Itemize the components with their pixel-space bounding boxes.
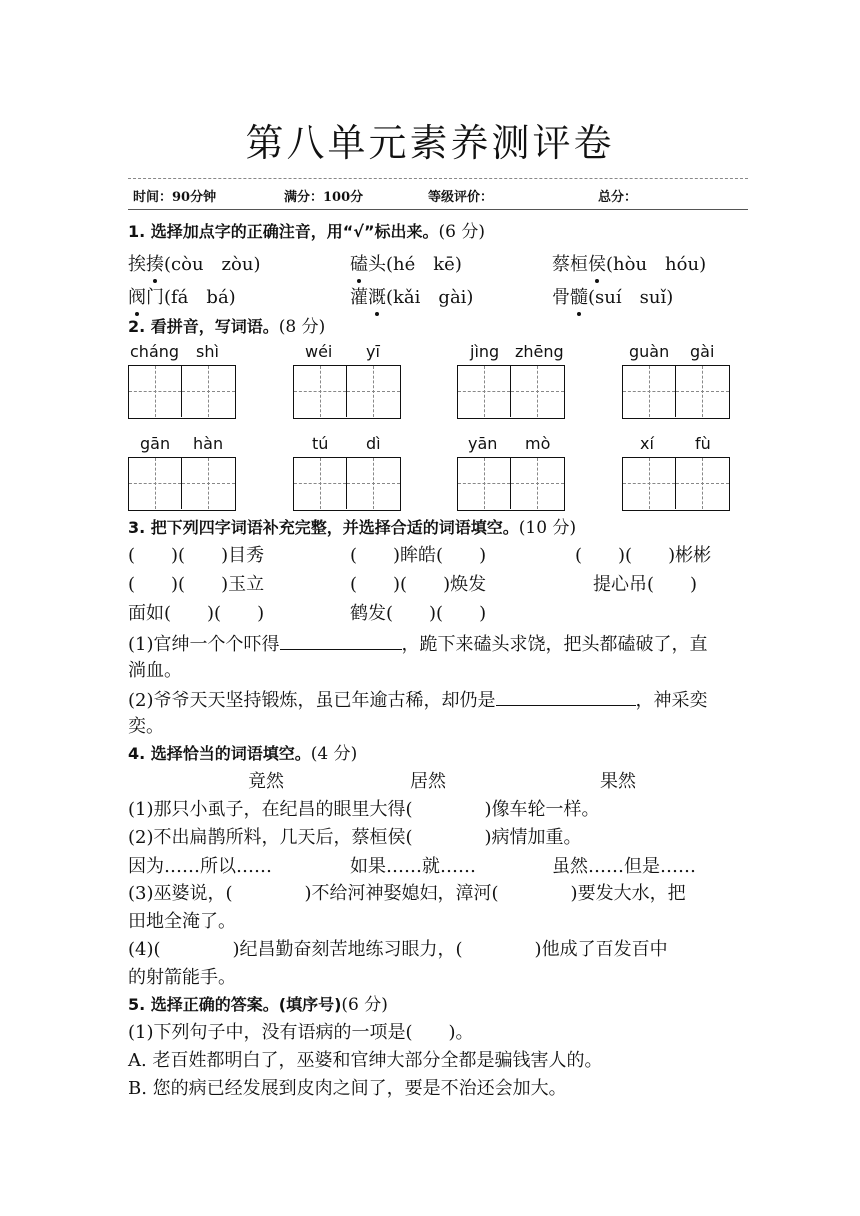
writing-grid[interactable] xyxy=(457,365,565,419)
q4-sentence-cont: 田地全淹了。 xyxy=(128,911,236,932)
writing-grid[interactable] xyxy=(293,365,401,419)
pinyin-label: fù xyxy=(695,434,711,453)
page-title: 第八单元素养测评卷 xyxy=(245,121,615,165)
q1-item: 蔡桓侯(hòu hóu) xyxy=(552,251,706,279)
question-4-heading: 4. 选择恰当的词语填空。(4 分) xyxy=(128,744,358,764)
q3-idiom: 面如( )( ) xyxy=(128,603,265,624)
conjunction-choice: 如果……就…… xyxy=(350,856,476,877)
q3-idiom: 提心吊( ) xyxy=(593,574,698,595)
pinyin-label: dì xyxy=(366,434,381,453)
writing-grid[interactable] xyxy=(293,457,401,511)
q3-idiom: 鹤发( )( ) xyxy=(350,603,487,624)
writing-grid[interactable] xyxy=(128,365,236,419)
divider-dashed xyxy=(128,178,748,179)
pinyin-label: cháng xyxy=(130,342,180,361)
q1-item: 阀门(fá bá) xyxy=(128,284,236,312)
question-3-heading: 3. 把下列四字词语补充完整，并选择合适的词语填空。(10 分) xyxy=(128,518,577,538)
q5-question: (1)下列句子中，没有语病的一项是( )。 xyxy=(128,1022,474,1043)
pinyin-label: shì xyxy=(196,342,219,361)
full-score-label: 满分：100分 xyxy=(284,190,364,205)
pinyin-label: mò xyxy=(525,434,551,453)
grade-label: 等级评价： xyxy=(428,190,494,205)
question-2-heading: 2. 看拼音，写词语。(8 分) xyxy=(128,317,326,337)
writing-grid[interactable] xyxy=(457,457,565,511)
q1-item: 灌溉(kǎi gài) xyxy=(350,284,473,312)
q1-item: 骨髓(suí suǐ) xyxy=(552,284,673,312)
q3-idiom: ( )( )目秀 xyxy=(128,545,265,566)
option-a[interactable]: A. 老百姓都明白了，巫婆和官绅大部分全都是骗钱害人的。 xyxy=(128,1050,603,1071)
conjunction-choice: 虽然……但是…… xyxy=(552,856,696,877)
question-5-heading: 5. 选择正确的答案。(填序号)(6 分) xyxy=(128,995,388,1015)
q3-sentence-1: (1)官绅一个个吓得 ，跪下来磕头求饶，把头都磕破了，直 xyxy=(128,629,708,659)
word-choice: 竟然 xyxy=(248,771,284,792)
q3-sentence-2-cont: 奕。 xyxy=(128,716,164,737)
pinyin-label: zhēng xyxy=(515,342,564,361)
time-label: 时间：90分钟 xyxy=(133,190,217,205)
pinyin-label: wéi xyxy=(305,342,333,361)
q3-sentence-1-cont: 淌血。 xyxy=(128,660,182,681)
pinyin-label: jìng xyxy=(470,342,500,361)
pinyin-label: xí xyxy=(640,434,654,453)
conjunction-choice: 因为……所以…… xyxy=(128,856,272,877)
q3-idiom: ( )眸皓( ) xyxy=(350,545,487,566)
pinyin-label: tú xyxy=(312,434,329,453)
q4-sentence: (2)不出扁鹊所料，几天后，蔡桓侯( )病情加重。 xyxy=(128,827,582,848)
divider-solid xyxy=(128,209,748,210)
q3-idiom: ( )( )玉立 xyxy=(128,574,265,595)
pinyin-label: guàn xyxy=(629,342,670,361)
answer-blank[interactable] xyxy=(280,629,402,650)
writing-grid[interactable] xyxy=(622,457,730,511)
option-b[interactable]: B. 您的病已经发展到皮肉之间了，要是不治还会加大。 xyxy=(128,1078,567,1099)
total-score-label: 总分： xyxy=(598,190,638,205)
q3-idiom: ( )( )彬彬 xyxy=(575,545,712,566)
pinyin-label: yān xyxy=(468,434,498,453)
pinyin-label: hàn xyxy=(193,434,224,453)
q3-sentence-2: (2)爷爷天天坚持锻炼，虽已年逾古稀，却仍是 ，神采奕 xyxy=(128,685,708,715)
q4-sentence: (4)( )纪昌勤奋刻苦地练习眼力，( )他成了百发百中 xyxy=(128,939,668,960)
word-choice: 果然 xyxy=(600,771,636,792)
q3-idiom: ( )( )焕发 xyxy=(350,574,487,595)
q1-item: 磕头(hé kē) xyxy=(350,251,462,279)
q1-item: 挨揍(còu zòu) xyxy=(128,251,260,279)
q4-sentence: (1)那只小虱子，在纪昌的眼里大得( )像车轮一样。 xyxy=(128,799,600,820)
answer-blank[interactable] xyxy=(496,685,636,706)
word-choice: 居然 xyxy=(410,771,446,792)
question-1-heading: 1. 选择加点字的正确注音，用“√”标出来。(6 分) xyxy=(128,222,485,242)
q4-sentence-cont: 的射箭能手。 xyxy=(128,967,236,988)
writing-grid[interactable] xyxy=(128,457,236,511)
pinyin-label: yī xyxy=(366,342,380,361)
writing-grid[interactable] xyxy=(622,365,730,419)
q4-sentence: (3)巫婆说，( )不给河神娶媳妇，漳河( )要发大水，把 xyxy=(128,883,686,904)
pinyin-label: gān xyxy=(140,434,171,453)
pinyin-label: gài xyxy=(690,342,715,361)
